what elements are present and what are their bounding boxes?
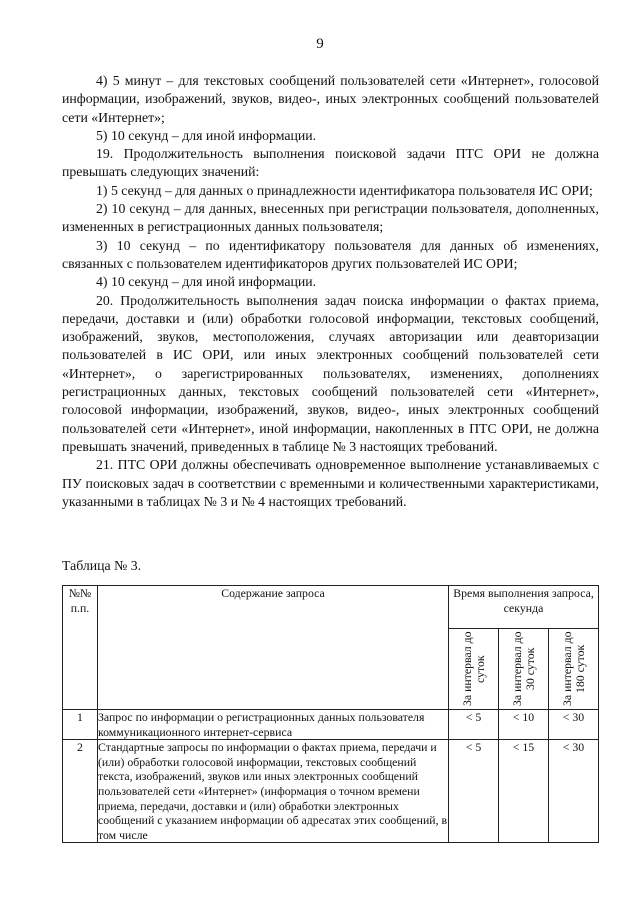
paragraph: 4) 10 секунд – для иной информации. [96,274,317,290]
row-value-30-days: < 10 [499,710,549,740]
row-content: Запрос по информации о регистрационных данных пользователя коммуникационного интернет-сервиса [98,710,449,740]
paragraph: 3) 10 секунд – по идентификатору пользователя для данных об изменениях, связанных с пользователем идентификаторов других пользователей ИС ОРИ; [62,237,599,271]
header-number: №№ п.п. [63,586,98,710]
paragraph: 19. Продолжительность выполнения поисковой задачи ПТС ОРИ не должна превышать следующих значений: [62,146,599,180]
row-value-180-days: < 30 [549,740,599,843]
paragraph: 4) 5 минут – для текстовых сообщений пользователей сети «Интернет», голосовой информации, изображений, звуков, видео-, иных электронных сообщений пользователей сети «Интернет»; [62,73,599,125]
table-caption: Таблица № 3. [62,558,142,573]
row-content: Стандартные запросы по информации о фактах приема, передачи и (или) обработки голосовой информации, текстовых сообщений текста, изображений, звуков или иных электронных сообщений пользователей сети «Интернет» (информация о точном времени приема, передачи, доставки и (или) обработки электронных сообщений с указанием информации об адресатах этих сообщений, в том числе [98,740,448,842]
header-interval-day: За интервал до суток [449,629,499,710]
paragraph: 5) 10 секунд – для иной информации. [96,127,317,143]
table-header-row [63,586,599,629]
row-number: 1 [63,710,98,740]
header-execution-time: Время выполнения запроса, секунда [449,586,599,629]
paragraph: 1) 5 секунд – для данных о принадлежности идентификатора пользователя ИС ОРИ; [96,182,593,198]
row-value-day: < 5 [449,740,499,843]
row-value-180-days: < 30 [549,710,599,740]
body-text [62,72,599,511]
header-interval-180-days: За интервал до 180 суток [549,629,599,710]
table-row [63,710,599,740]
paragraph: 20. Продолжительность выполнения задач поиска информации о фактах приема, передачи, доставки и (или) обработки голосовой информации, текстовых сообщений, изображений, звуков, местоположения, случаях авторизации или деавторизации пользователей в ИС ОРИ, или иных электронных сообщений пользователей сети «Интернет», о зарегистрированных пользователях, изменениях, дополнениях регистрационных данных, текстовых сообщений пользователей сети «Интернет», голосовой информации, изображений, звуков, видео-, иных электронных сообщений пользователей сети «Интернет», иной информации, накопленных в ПТС ОРИ, не должна превышать значений, приведенных в таблице № 3 настоящих требований. [62,292,599,454]
table-row [63,740,599,843]
paragraph: 2) 10 секунд – для данных, внесенных при регистрации пользователя, дополненных, измененных в регистрационных данных пользователя; [62,201,599,235]
row-number: 2 [63,740,98,843]
header-content: Содержание запроса [98,586,449,710]
page-number: 9 [316,36,324,52]
paragraph: 21. ПТС ОРИ должны обеспечивать одновременное выполнение устанавливаемых с ПУ поисковых задач в соответствии с временными и количественными характеристиками, указанными в таблицах № 3 и № 4 настоящих требований. [62,457,599,509]
row-value-day: < 5 [449,710,499,740]
header-interval-30-days: За интервал до 30 суток [499,629,549,710]
row-value-30-days: < 15 [499,740,549,843]
request-time-table [62,585,599,843]
